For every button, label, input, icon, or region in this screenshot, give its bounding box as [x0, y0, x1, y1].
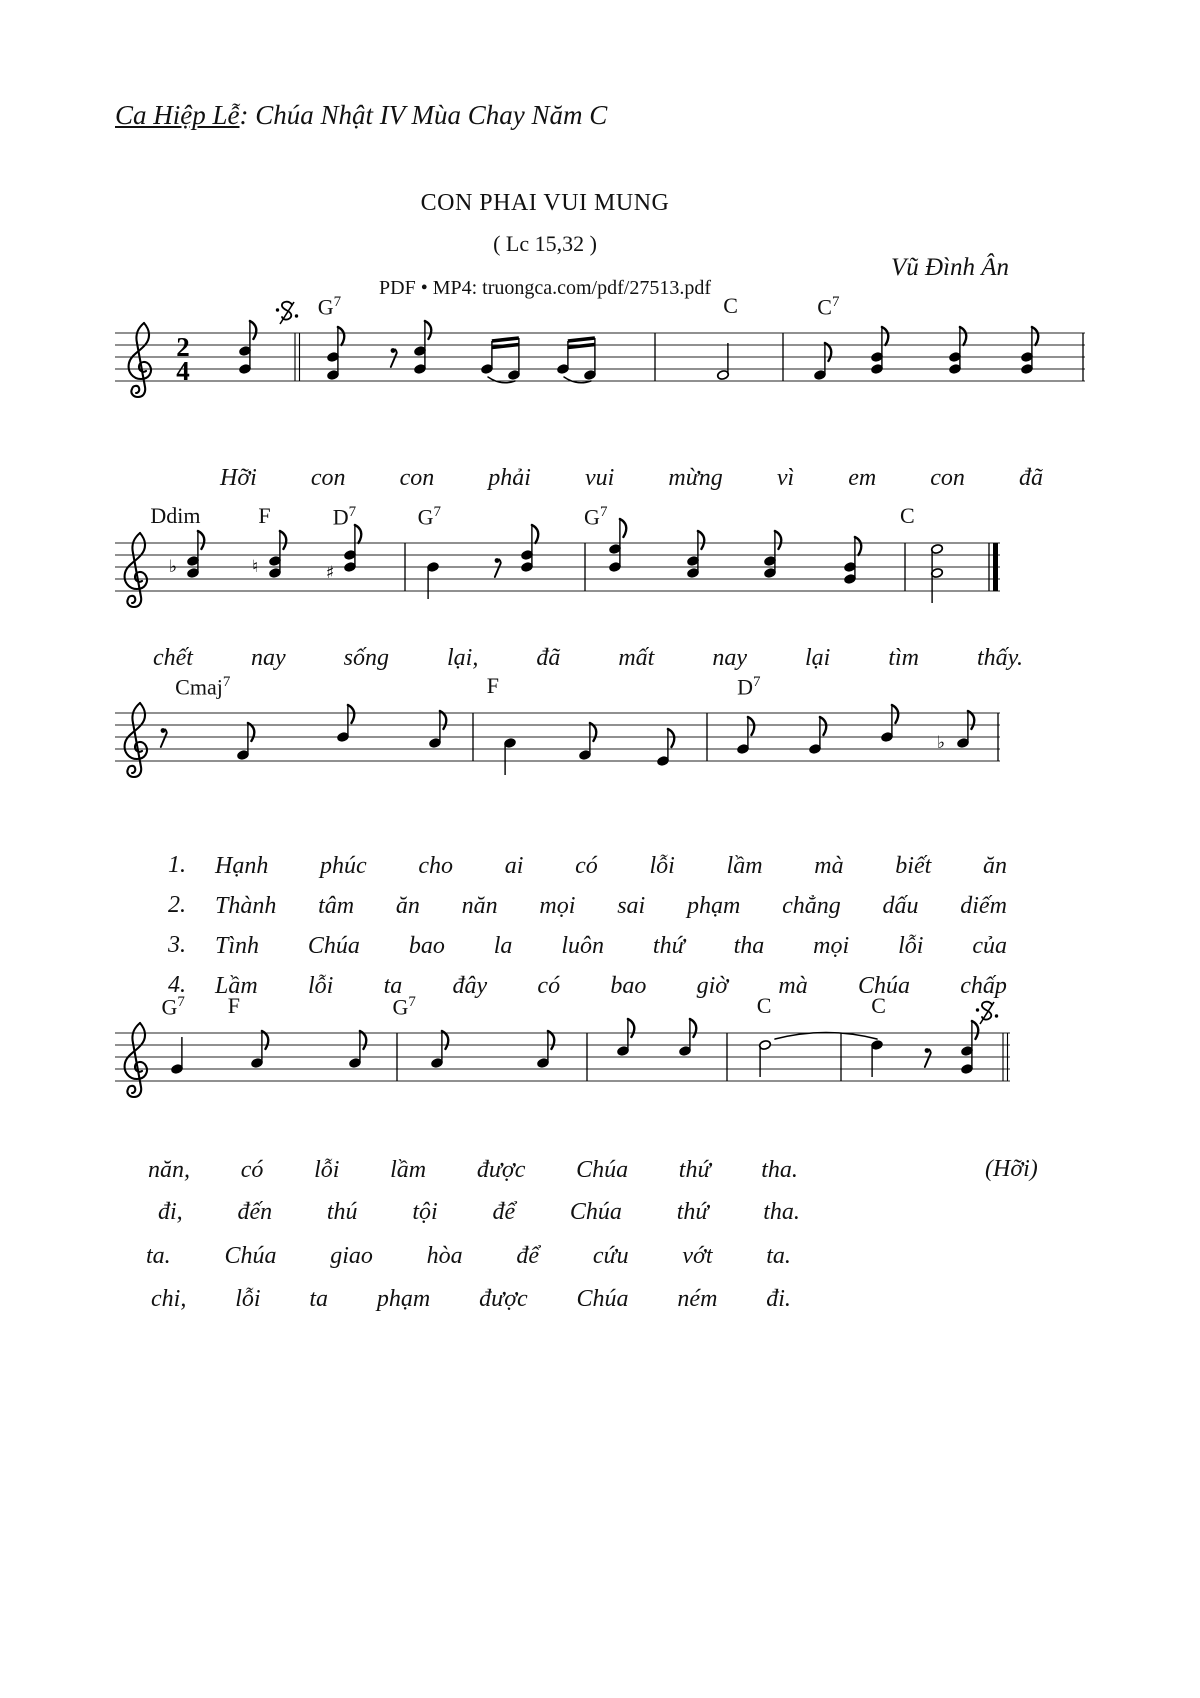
lyric-word: đây [452, 973, 488, 999]
lyric-word: vì [776, 465, 795, 491]
lyric-word: chi, [151, 1286, 187, 1312]
lyric-word: mà [778, 973, 808, 999]
composer-name: Vũ Đình Ân [890, 254, 1010, 281]
lyric-word: sống [343, 645, 389, 671]
chord-symbol: $D^7$ [332, 504, 357, 530]
lyric-word: em [848, 465, 877, 491]
chord-symbol: F [258, 503, 271, 528]
lyric-word: lỗi [235, 1286, 261, 1312]
lyric-word: có [240, 1157, 264, 1183]
lyric-word: thứ [676, 1199, 709, 1225]
lyric-word: bao [610, 973, 647, 999]
lyric-word: lỗi [898, 933, 924, 959]
music-notation [115, 503, 1000, 619]
lyric-word: con [399, 465, 435, 491]
lyric-word: lỗi [649, 853, 675, 879]
ending-line-4 [151, 1285, 791, 1314]
lyric-word: tha [733, 933, 765, 959]
lyric-word: ta [309, 1286, 329, 1312]
chord-symbol: $G^7$ [161, 994, 185, 1020]
lyric-word: cho [418, 853, 454, 879]
header-category: Ca Hiệp Lễ [115, 100, 240, 130]
lyric-word: lầm [726, 853, 763, 879]
lyric-word: mừng [668, 465, 723, 491]
media-link[interactable]: PDF • MP4: truongca.com/pdf/27513.pdf [379, 277, 711, 299]
lyric-word: Chúa [576, 1157, 629, 1183]
lyric-word: lỗi [314, 1157, 340, 1183]
chord-symbol: C [899, 503, 915, 528]
lyric-word: thứ [652, 933, 685, 959]
lyric-word: vớt [682, 1243, 713, 1269]
ending-line-3 [146, 1242, 791, 1271]
lyric-word: lỗi [307, 973, 334, 999]
liturgical-header [115, 100, 607, 131]
staff-system-2 [115, 503, 1000, 619]
chord-symbol: C [756, 993, 772, 1018]
lyric-word: lại, [446, 645, 479, 671]
chord-symbol: $G^7$ [417, 504, 442, 530]
lyric-word: con [310, 465, 346, 491]
lyric-word: nay [712, 645, 747, 671]
lyric-word: tha. [763, 1199, 800, 1225]
lyric-word: Tình [215, 933, 260, 959]
lyric-word: chấp [960, 973, 1007, 999]
lyric-word: thú [326, 1199, 358, 1225]
lyric-word: Chúa [857, 973, 910, 999]
lyric-word: mất [618, 645, 655, 671]
lyric-line-2 [153, 644, 1023, 673]
ending-line-1 [148, 1156, 798, 1185]
lyric-word: được [476, 1157, 526, 1183]
lyric-word: ta. [146, 1243, 171, 1269]
lyric-word: Hạnh [215, 853, 269, 879]
lyric-word: ta. [766, 1243, 791, 1269]
lyric-word: chẳng [782, 893, 841, 919]
lyric-word: để [492, 1199, 516, 1225]
lyric-word: phạm [686, 893, 741, 919]
lyric-word: Chúa [576, 1286, 629, 1312]
music-notation [115, 673, 1000, 789]
lyric-word: năn, [148, 1157, 190, 1183]
lyric-word: có [575, 853, 598, 879]
lyric-word: cứu [592, 1243, 629, 1269]
lyric-word: của [972, 933, 1007, 959]
lyric-word: năn [461, 893, 498, 919]
lyric-word: Chúa [307, 933, 360, 959]
svg-text:♭: ♭ [936, 733, 946, 753]
lyric-word: ta [383, 973, 403, 999]
lyric-word: vui [584, 465, 615, 491]
lyric-word: con [930, 465, 965, 491]
lyric-word: đã [1018, 465, 1043, 491]
lyric-word: mọi [813, 933, 850, 959]
ending-repeat-cue: (Hỡi) [985, 1156, 1038, 1182]
chord-symbol: $G^7$ [392, 994, 416, 1020]
svg-text:♭: ♭ [168, 557, 178, 577]
music-notation [115, 293, 1085, 409]
chord-symbol: Cmaj$^7$ [175, 674, 231, 700]
lyric-word: giao [330, 1243, 373, 1269]
lyric-word: Chúa [569, 1199, 622, 1225]
lyric-word: ai [504, 853, 524, 879]
lyric-word: lại [804, 645, 831, 671]
lyric-word: mà [814, 853, 844, 879]
chord-symbol: $G^7$ [584, 504, 608, 530]
lyric-word: nay [250, 645, 286, 671]
lyric-word: tìm [888, 645, 919, 671]
verse-number: 2. [168, 892, 186, 918]
lyric-line-1 [220, 464, 1043, 493]
lyric-word: biết [895, 853, 932, 879]
lyric-word: hòa [426, 1243, 463, 1269]
lyric-word: đi. [766, 1286, 791, 1312]
chord-symbol: $G^7$ [317, 294, 342, 320]
lyric-word: phạm [376, 1286, 431, 1312]
svg-text:♯: ♯ [325, 563, 335, 583]
lyric-word: đến [237, 1199, 273, 1225]
svg-text:4: 4 [176, 356, 190, 386]
verse-line-3 [215, 932, 1007, 961]
music-notation [115, 993, 1010, 1109]
verse-number: 4. [168, 972, 186, 998]
staff-system-1 [115, 293, 1085, 409]
lyric-word: Chúa [224, 1243, 277, 1269]
chord-symbol: Ddim [150, 503, 201, 528]
chord-symbol: $D^7$ [737, 674, 761, 700]
verse-line-2 [215, 892, 1007, 921]
lyric-word: tội [412, 1199, 438, 1225]
lyric-word: dấu [882, 893, 919, 919]
verse-number: 3. [168, 932, 186, 958]
lyric-word: luôn [561, 933, 604, 959]
lyric-word: Thành [215, 893, 277, 919]
header-subject: : Chúa Nhật IV Mùa Chay Năm C [239, 100, 608, 130]
lyric-word: Lầm [215, 973, 258, 999]
chord-symbol: $C^7$ [817, 294, 840, 320]
lyric-word: bao [408, 933, 445, 959]
lyric-word: phúc [320, 853, 367, 879]
lyric-word: mọi [539, 893, 576, 919]
staff-system-3 [115, 673, 1000, 789]
lyric-word: đi, [158, 1199, 183, 1225]
lyric-word: thứ [678, 1157, 711, 1183]
ending-line-2 [158, 1198, 800, 1227]
lyric-word: tha. [761, 1157, 798, 1183]
song-title: CON PHAI VUI MUNG [420, 190, 670, 216]
staff-system-4 [115, 993, 1010, 1109]
lyric-word: tâm [318, 893, 355, 919]
lyric-word: ăn [395, 893, 420, 919]
lyric-word: ném [677, 1286, 718, 1312]
lyric-word: chết [153, 645, 193, 671]
verse-line-1 [215, 852, 1007, 881]
lyric-word: có [537, 973, 561, 999]
scripture-reference: ( Lc 15,32 ) [493, 231, 597, 256]
chord-symbol: F [227, 993, 241, 1018]
verse-number: 1. [168, 852, 186, 878]
chord-symbol: C [871, 993, 886, 1018]
svg-text:2: 2 [176, 332, 190, 362]
lyric-word: la [493, 933, 513, 959]
chord-symbol: F [486, 673, 499, 698]
lyric-word: để [516, 1243, 540, 1269]
title-block [115, 190, 975, 300]
lyric-word: giờ [696, 973, 729, 999]
lyric-word: thấy. [977, 645, 1023, 671]
lyric-word: Hỡi [220, 465, 257, 491]
svg-text:♮: ♮ [251, 557, 259, 577]
lyric-word: diếm [960, 893, 1007, 919]
lyric-word: lầm [390, 1157, 427, 1183]
chord-symbol: C [723, 293, 738, 318]
lyric-word: phải [488, 465, 531, 491]
lyric-word: ăn [983, 853, 1007, 879]
lyric-word: được [479, 1286, 528, 1312]
lyric-word: đã [536, 645, 561, 671]
lyric-word: sai [617, 893, 646, 919]
